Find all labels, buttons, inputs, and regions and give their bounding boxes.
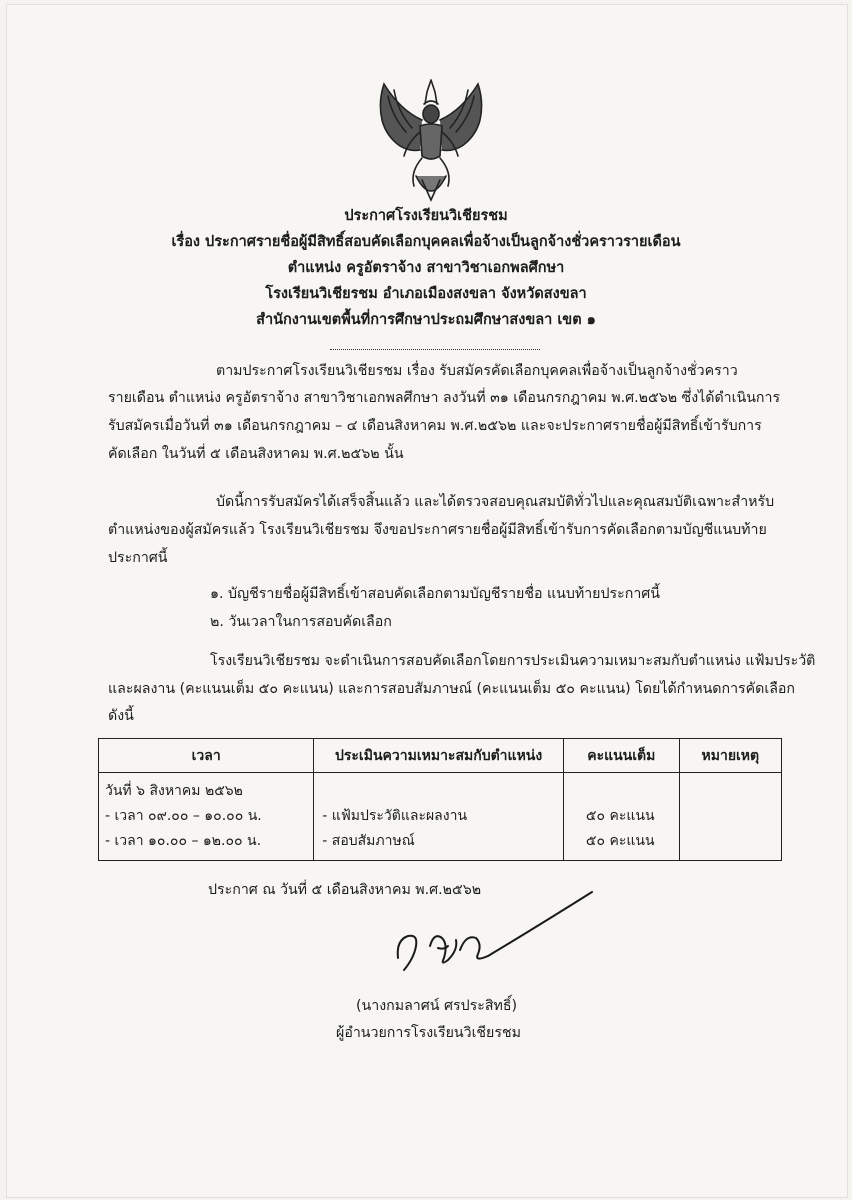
evaluation-cell — [314, 773, 564, 861]
paragraph-2-line-2: ตำแหน่งของผู้สมัครแล้ว โรงเรียนวิเชียรชม จึงขอประกาศรายชื่อผู้มีสิทธิ์เข้ารับการคัดเลือกตามบัญชีแนบท้าย — [108, 522, 767, 538]
header-remarks: หมายเหตุ — [679, 739, 781, 773]
signer-name: (นางกมลาศน์ ศรประสิทธิ์) — [356, 998, 518, 1014]
score-interview: ๕๐ คะแนน — [585, 833, 655, 849]
list-item-2: ๒. วันเวลาในการสอบคัดเลือก — [210, 614, 392, 630]
paragraph-1-line-1: ตามประกาศโรงเรียนวิเชียรชม เรื่อง รับสมัครคัดเลือกบุคคลเพื่อจ้างเป็นลูกจ้างชั่วคราว — [216, 363, 738, 379]
time-slot-2: - เวลา ๑๐.๐๐ – ๑๒.๐๐ น. — [105, 833, 262, 849]
score-cell — [563, 773, 679, 861]
header-evaluation: ประเมินความเหมาะสมกับตำแหน่ง — [314, 739, 564, 773]
paragraph-1-line-4: คัดเลือก ในวันที่ ๕ เดือนสิงหาคม พ.ศ.๒๕๖๒ นั้น — [108, 446, 404, 462]
announcement-office: สำนักงานเขตพื้นที่การศึกษาประถมศึกษาสงขลา เขต ๑ — [256, 312, 596, 328]
announcement-position: ตำแหน่ง ครูอัตราจ้าง สาขาวิชาเอกพลศึกษา — [287, 260, 565, 276]
exam-date: วันที่ ๖ สิงหาคม ๒๕๖๒ — [105, 783, 243, 799]
garuda-emblem — [370, 76, 492, 206]
announcement-title: ประกาศโรงเรียนวิเชียรชม — [344, 208, 508, 224]
signature — [378, 888, 628, 984]
remarks-cell — [679, 773, 781, 861]
list-item-1: ๑. บัญชีรายชื่อผู้มีสิทธิ์เข้าสอบคัดเลือกตามบัญชีรายชื่อ แนบท้ายประกาศนี้ — [210, 586, 660, 602]
table-row — [99, 773, 782, 861]
paragraph-3-line-2: และผลงาน (คะแนนเต็ม ๕๐ คะแนน) และการสอบสัมภาษณ์ (คะแนนเต็ม ๕๐ คะแนน) โดยได้กำหนดการคัดเลือก — [108, 681, 796, 697]
header-full-score: คะแนนเต็ม — [563, 739, 679, 773]
evaluation-portfolio: - แฟ้มประวัติและผลงาน — [322, 808, 468, 824]
header-time: เวลา — [99, 739, 314, 773]
paragraph-3-line-1: โรงเรียนวิเชียรชม จะดำเนินการสอบคัดเลือกโดยการประเมินความเหมาะสมกับตำแหน่ง แฟ้มประวัติ — [210, 653, 816, 669]
table-header-row — [99, 739, 782, 773]
time-cell — [99, 773, 314, 861]
exam-schedule-table — [98, 738, 782, 861]
announcement-school: โรงเรียนวิเชียรชม อำเภอเมืองสงขลา จังหวัดสงขลา — [265, 286, 587, 302]
header-divider — [330, 349, 540, 350]
paragraph-3-line-3: ดังนี้ — [108, 708, 134, 724]
evaluation-interview: - สอบสัมภาษณ์ — [322, 833, 415, 849]
paragraph-2-line-1: บัดนี้การรับสมัครได้เสร็จสิ้นแล้ว และได้ตรวจสอบคุณสมบัติทั่วไปและคุณสมบัติเฉพาะสำหรับ — [216, 494, 775, 510]
time-slot-1: - เวลา ๐๙.๐๐ – ๑๐.๐๐ น. — [105, 808, 262, 824]
announcement-date: ประกาศ ณ วันที่ ๕ เดือนสิงหาคม พ.ศ.๒๕๖๒ — [208, 882, 482, 898]
paragraph-1-line-3: รับสมัครเมื่อวันที่ ๓๑ เดือนกรกฎาคม – ๔ เดือนสิงหาคม พ.ศ.๒๕๖๒ และจะประกาศรายชื่อผู้มีสิทธิ์เข้ารับการ — [108, 418, 762, 434]
announcement-subject: เรื่อง ประกาศรายชื่อผู้มีสิทธิ์สอบคัดเลือกบุคคลเพื่อจ้างเป็นลูกจ้างชั่วคราวรายเดือน — [171, 234, 681, 250]
score-portfolio: ๕๐ คะแนน — [585, 808, 655, 824]
paragraph-1-line-2: รายเดือน ตำแหน่ง ครูอัตราจ้าง สาขาวิชาเอกพลศึกษา ลงวันที่ ๓๑ เดือนกรกฎาคม พ.ศ.๒๕๖๒ ซึ่งได้ดำเนินการ — [108, 390, 781, 406]
paragraph-2-line-3: ประกาศนี้ — [108, 550, 168, 566]
signer-title: ผู้อำนวยการโรงเรียนวิเชียรชม — [336, 1025, 521, 1041]
